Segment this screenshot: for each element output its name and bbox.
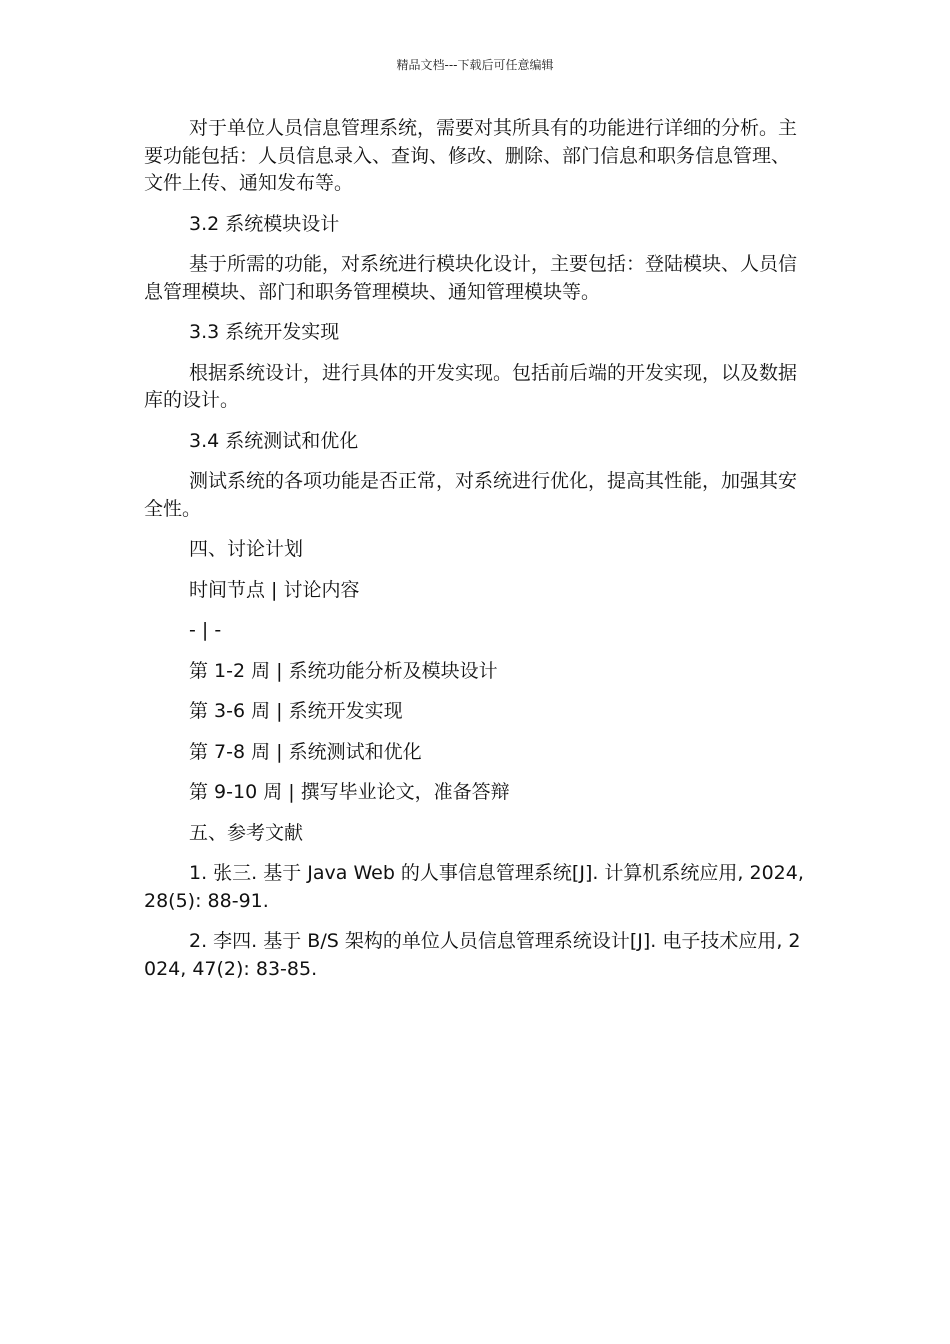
plan-row: 第 9-10 周 | 撰写毕业论文，准备答辩 xyxy=(189,781,510,803)
plan-row: 第 7-8 周 | 系统测试和优化 xyxy=(189,740,422,763)
plan-row: 第 1-2 周 | 系统功能分析及模块设计 xyxy=(189,659,498,682)
heading-3-4: 3.4 系统测试和优化 xyxy=(189,429,359,452)
paragraph-testing: 测试系统的各项功能是否正常，对系统进行优化，提高其性能，加强其安全性。 xyxy=(144,470,798,520)
paragraph-function-analysis: 对于单位人员信息管理系统，需要对其所具有的功能进行详细的分析。主要功能包括：人员信息录入、查询、修改、删除、部门信息和职务信息管理、文件上传、通知发布等。 xyxy=(144,117,798,194)
paragraph-module-design: 基于所需的功能，对系统进行模块化设计，主要包括：登陆模块、人员信息管理模块、部门和职务管理模块、通知管理模块等。 xyxy=(144,253,798,303)
document-body xyxy=(144,115,806,996)
reference-item: 2. 李四. 基于 B/S 架构的单位人员信息管理系统设计[J]. 电子技术应用, 2024, 47(2): 83-85. xyxy=(144,930,801,980)
plan-table-header: 时间节点 | 讨论内容 xyxy=(189,578,360,601)
plan-row: 第 3-6 周 | 系统开发实现 xyxy=(189,700,403,722)
heading-references: 五、参考文献 xyxy=(189,821,304,844)
heading-3-3: 3.3 系统开发实现 xyxy=(189,321,340,343)
page-header: 精品文档---下载后可任意编辑 xyxy=(396,58,554,72)
plan-table-separator: - | - xyxy=(189,619,222,641)
heading-discussion-plan: 四、讨论计划 xyxy=(189,538,304,560)
heading-3-2: 3.2 系统模块设计 xyxy=(189,212,340,235)
paragraph-development: 根据系统设计，进行具体的开发实现。包括前后端的开发实现，以及数据库的设计。 xyxy=(144,361,798,411)
reference-item: 1. 张三. 基于 Java Web 的人事信息管理系统[J]. 计算机系统应用, 2024, 28(5): 88-91. xyxy=(144,862,804,912)
